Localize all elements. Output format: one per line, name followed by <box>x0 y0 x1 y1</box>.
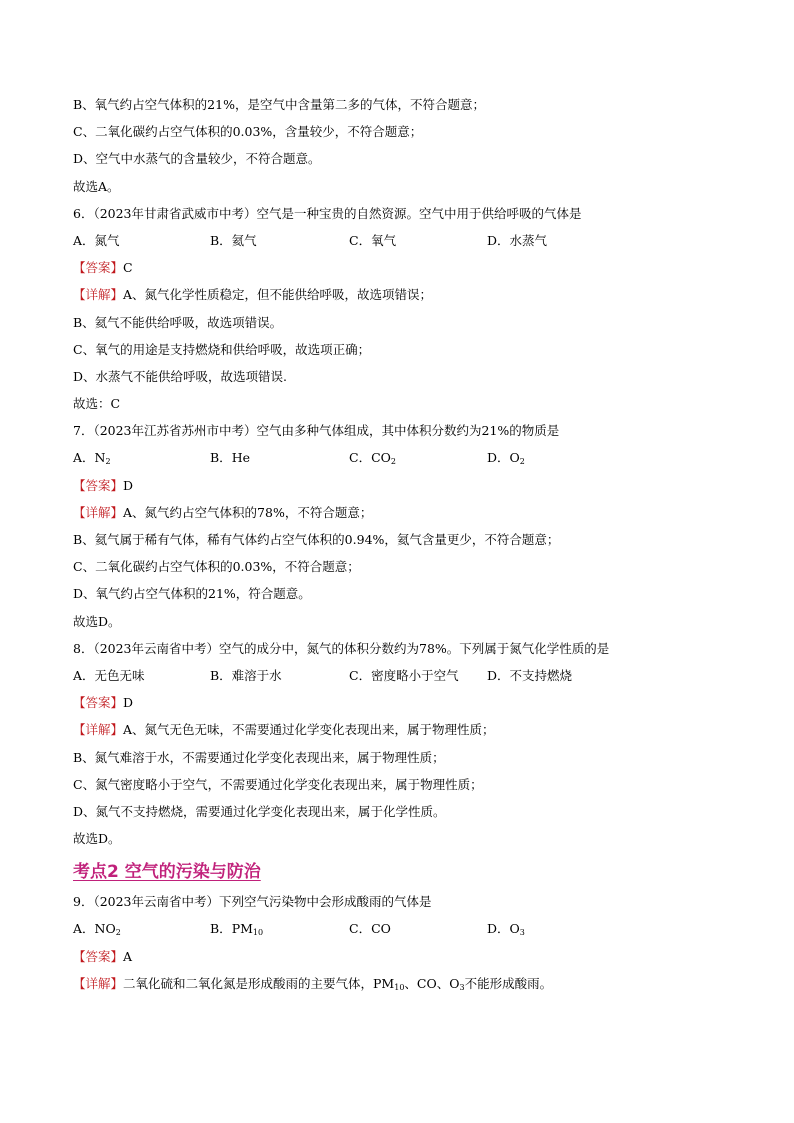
detail-line: C、二氧化碳约占空气体积的0.03%，不符合题意； <box>73 559 360 575</box>
option-c: C．$CO_2$ <box>349 450 396 467</box>
detail-line: D、水蒸气不能供给呼吸，故选项错误. <box>73 368 287 384</box>
option-b: B．氦气 <box>210 232 257 248</box>
explanation-line: C、二氧化碳约占空气体积的0.03%，含量较少，不符合题意； <box>73 124 423 140</box>
option-d: D．$O_2$ <box>487 450 525 467</box>
detail-line: C、氮气密度略小于空气，不需要通过化学变化表现出来，属于物理性质； <box>73 776 483 792</box>
question-6-options <box>73 227 733 254</box>
answer-tag: 【答案】 <box>73 948 124 964</box>
explanation-line: D、空气中水蒸气的含量较少，不符合题意。 <box>73 151 321 167</box>
option-c: C．密度略小于空气 <box>349 667 459 683</box>
conclusion-line: 故选D。 <box>73 831 121 847</box>
question-9-options <box>73 915 733 942</box>
question-7-answer <box>73 472 733 499</box>
question-6-stem: 6．（2023年甘肃省武威市中考）空气是一种宝贵的自然资源。空气中用于供给呼吸的气体是 <box>73 205 582 221</box>
question-8-answer <box>73 689 733 716</box>
option-a: A．无色无味 <box>73 667 145 683</box>
detail-tag: 【详解】 <box>73 975 124 991</box>
detail-text: A、氮气约占空气体积的78%，不符合题意； <box>123 504 373 520</box>
section-heading: 考点2 空气的污染与防治 <box>73 862 261 883</box>
detail-text: A、氮气无色无味，不需要通过化学变化表现出来，属于物理性质； <box>123 722 495 738</box>
answer-value: D <box>123 477 134 493</box>
conclusion-line: 故选D。 <box>73 613 121 629</box>
option-a: A．$N_2$ <box>73 450 111 467</box>
option-d: D．$O_3$ <box>487 921 525 938</box>
option-a: A．$NO_2$ <box>73 921 121 938</box>
answer-value: D <box>123 695 134 711</box>
question-7-stem: 7．（2023年江苏省苏州市中考）空气由多种气体组成，其中体积分数约为21%的物质是 <box>73 423 560 439</box>
detail-line: B、氮气难溶于水，不需要通过化学变化表现出来，属于物理性质； <box>73 749 445 765</box>
detail-text: 二氧化硫和二氧化氮是形成酸雨的主要气体，$PM_{10}$、CO、$O_3$不能形成酸雨。 <box>123 975 553 992</box>
question-8-options <box>73 662 733 689</box>
document-content <box>73 91 733 997</box>
question-7-options <box>73 444 733 471</box>
question-9-answer <box>73 943 733 970</box>
detail-tag: 【详解】 <box>73 504 124 520</box>
detail-tag: 【详解】 <box>73 287 124 303</box>
option-b: B．He <box>210 450 250 466</box>
option-b: B．难溶于水 <box>210 667 282 683</box>
question-6-answer <box>73 254 733 281</box>
detail-line: B、氦气属于稀有气体，稀有气体约占空气体积的0.94%，氦气含量更少，不符合题意； <box>73 532 560 547</box>
detail-line: D、氮气不支持燃烧，需要通过化学变化表现出来，属于化学性质。 <box>73 803 446 819</box>
option-c: C．CO <box>349 921 391 937</box>
explanation-line: B、氧气约占空气体积的21%，是空气中含量第二多的气体，不符合题意； <box>73 97 485 112</box>
answer-tag: 【答案】 <box>73 260 124 276</box>
option-d: D．不支持燃烧 <box>487 667 573 683</box>
question-6-detail <box>73 281 733 308</box>
option-b: B．$PM_{10}$ <box>210 921 264 938</box>
question-8-detail <box>73 716 733 743</box>
detail-tag: 【详解】 <box>73 722 124 738</box>
conclusion-line: 故选：C <box>73 396 121 412</box>
question-9-detail <box>73 970 733 997</box>
answer-value: A <box>123 948 133 964</box>
question-7-detail <box>73 499 733 526</box>
option-c: C．氧气 <box>349 232 397 248</box>
detail-line: D、氧气约占空气体积的21%，符合题意。 <box>73 586 311 602</box>
detail-line: C、氧气的用途是支持燃烧和供给呼吸，故选项正确； <box>73 341 371 357</box>
detail-line: B、氦气不能供给呼吸，故选项错误。 <box>73 314 283 330</box>
option-a: A．氮气 <box>73 232 120 248</box>
question-8-stem: 8．（2023年云南省中考）空气的成分中，氮气的体积分数约为78%。下列属于氮气化学性质的是 <box>73 640 610 656</box>
question-9-stem: 9．（2023年云南省中考）下列空气污染物中会形成酸雨的气体是 <box>73 894 432 910</box>
answer-value: C <box>123 260 133 276</box>
option-d: D．水蒸气 <box>487 232 548 248</box>
detail-text: A、氮气化学性质稳定，但不能供给呼吸，故选项错误； <box>123 287 433 303</box>
answer-tag: 【答案】 <box>73 477 124 493</box>
conclusion-line: 故选A。 <box>73 178 120 194</box>
answer-tag: 【答案】 <box>73 695 124 711</box>
